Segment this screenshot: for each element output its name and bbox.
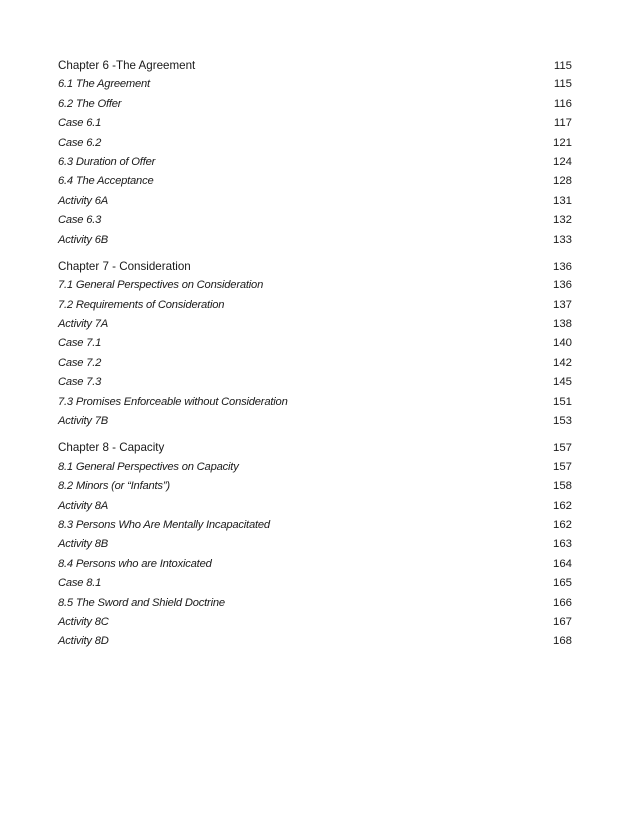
toc-entry-title: Activity 6A [58, 194, 109, 207]
toc-page-number: 166 [552, 596, 572, 609]
toc-entry-title: Case 7.3 [58, 376, 102, 389]
toc-page-number: 115 [553, 60, 572, 72]
toc-page-number: 158 [552, 480, 572, 493]
toc-entry[interactable] [58, 393, 572, 412]
toc-entry[interactable] [58, 535, 572, 554]
toc-chapter-heading[interactable] [58, 257, 572, 276]
toc-page-number: 162 [552, 518, 572, 531]
toc-chapter-section [58, 56, 572, 250]
toc-entry-title: 8.3 Persons Who Are Mentally Incapacitated [58, 518, 270, 531]
toc-entry-title: Activity 7A [58, 318, 109, 331]
toc-entry-title: Case 6.3 [58, 214, 102, 227]
toc-entry[interactable] [58, 172, 572, 191]
toc-entry[interactable] [58, 192, 572, 211]
toc-chapter-section [58, 438, 572, 651]
toc-entry-title: 8.2 Minors (or “Infants”) [58, 480, 170, 493]
toc-page-number: 136 [552, 260, 572, 273]
toc-entry[interactable] [58, 412, 572, 431]
toc-entry-title: Case 8.1 [58, 577, 102, 590]
toc-page-number: 132 [552, 214, 572, 227]
toc-entry[interactable] [58, 632, 572, 651]
toc-page-number: 157 [552, 460, 572, 473]
toc-entry-title: Activity 8D [58, 635, 109, 648]
toc-page-number: 163 [552, 538, 572, 551]
toc-entry-title: 6.1 The Agreement [58, 78, 150, 91]
toc-entry[interactable] [58, 516, 572, 535]
toc-entry-title: Activity 7B [58, 415, 109, 428]
toc-entry[interactable] [58, 354, 572, 373]
toc-entry-title: 7.1 General Perspectives on Consideration [58, 279, 264, 292]
toc-page-number: 151 [552, 395, 572, 408]
toc-entry-title: Activity 8B [58, 538, 109, 551]
toc-chapter-title: Chapter 6 -The Agreement [58, 59, 196, 72]
toc-page-number: 116 [553, 97, 572, 110]
toc-entry-title: Case 7.2 [58, 356, 102, 369]
toc-entry-title: 6.3 Duration of Offer [58, 155, 156, 168]
toc-page-number: 142 [552, 356, 572, 369]
toc-chapter-title: Chapter 7 - Consideration [58, 259, 191, 273]
toc-entry-title: Case 6.2 [58, 136, 102, 149]
toc-entry[interactable] [58, 613, 572, 632]
toc-entry-title: Case 7.1 [58, 337, 102, 350]
toc-entry[interactable] [58, 373, 572, 392]
toc-entry[interactable] [58, 497, 572, 516]
toc-entry-title: Activity 6B [58, 233, 109, 246]
toc-page-number: 138 [552, 318, 572, 331]
toc-entry[interactable] [58, 458, 572, 477]
toc-entry[interactable] [58, 296, 572, 315]
toc-chapter-heading[interactable] [58, 56, 572, 75]
toc-entry[interactable] [58, 75, 572, 94]
toc-entry-title: 8.5 The Sword and Shield Doctrine [58, 596, 225, 609]
toc-entry-title: 6.4 The Acceptance [58, 175, 154, 188]
toc-page-number: 136 [552, 279, 572, 292]
toc-page-number: 131 [552, 194, 572, 207]
toc-chapter-heading[interactable] [58, 438, 572, 457]
toc-entry-title: 7.2 Requirements of Consideration [58, 298, 225, 311]
toc-entry[interactable] [58, 555, 572, 574]
toc-entry[interactable] [58, 95, 572, 114]
toc-page-number: 117 [553, 117, 572, 130]
toc-entry-title: 8.4 Persons who are Intoxicated [58, 557, 212, 570]
toc-page-number: 115 [553, 78, 572, 91]
toc-page-number: 128 [552, 175, 572, 188]
toc-entry[interactable] [58, 334, 572, 353]
toc-page-number: 121 [552, 136, 572, 149]
toc-entry[interactable] [58, 315, 572, 334]
toc-page-number: 140 [552, 337, 572, 350]
toc-entry-title: 6.2 The Offer [58, 97, 122, 110]
toc-page-number: 133 [552, 233, 572, 246]
toc-entry[interactable] [58, 231, 572, 250]
toc-page-number: 162 [552, 499, 572, 512]
toc-page-number: 168 [552, 635, 572, 648]
toc-entry[interactable] [58, 211, 572, 230]
toc-page-number: 137 [552, 298, 572, 311]
toc-page-number: 165 [552, 577, 572, 590]
toc-entry[interactable] [58, 477, 572, 496]
toc-page-number: 124 [552, 155, 572, 168]
toc-entry[interactable] [58, 153, 572, 172]
toc-entry-title: Activity 8A [58, 499, 109, 512]
toc-chapter-section [58, 257, 572, 432]
toc-entry-title: Activity 8C [58, 615, 109, 628]
toc-entry-title: Case 6.1 [58, 117, 102, 130]
toc-entry[interactable] [58, 574, 572, 593]
toc-entry[interactable] [58, 594, 572, 613]
toc-entry-title: 8.1 General Perspectives on Capacity [58, 460, 239, 473]
toc-page-number: 164 [552, 557, 572, 570]
toc-entry-title: 7.3 Promises Enforceable without Consideration [58, 395, 288, 408]
toc-entry[interactable] [58, 114, 572, 133]
toc-page-number: 153 [552, 415, 572, 428]
toc-page-number: 157 [552, 442, 572, 455]
toc-page-number: 167 [552, 615, 572, 628]
toc-entry[interactable] [58, 276, 572, 295]
toc-page-number: 145 [552, 376, 572, 389]
toc-entry[interactable] [58, 134, 572, 153]
toc-chapter-title: Chapter 8 - Capacity [58, 441, 165, 455]
table-of-contents [58, 56, 572, 659]
